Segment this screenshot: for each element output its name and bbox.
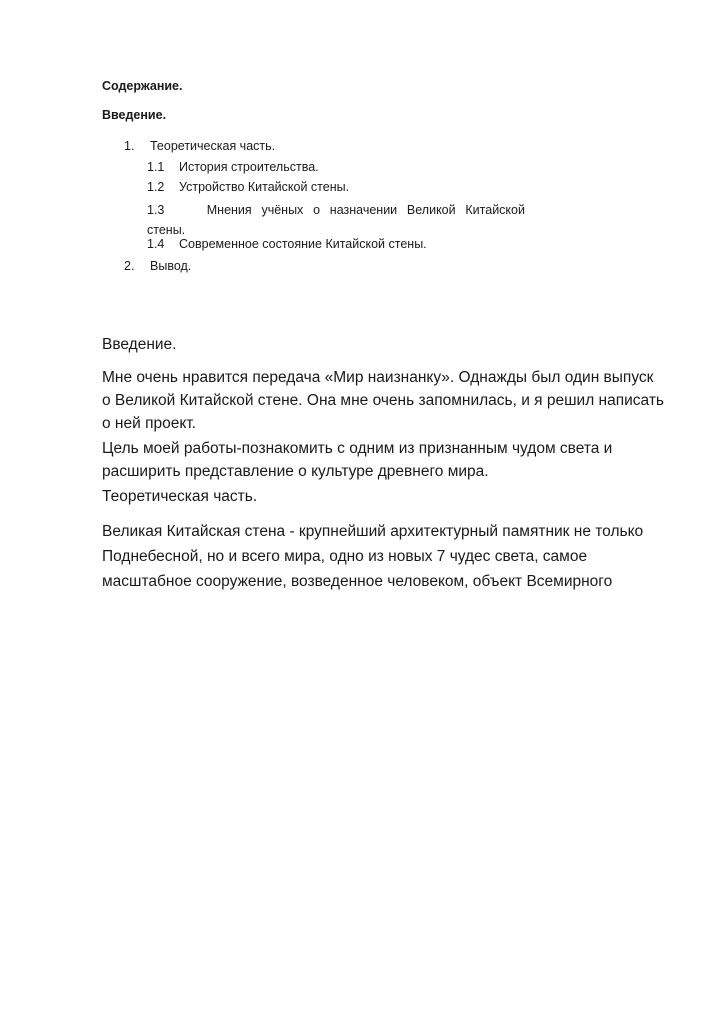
section-heading-theory: Теоретическая часть.: [102, 488, 258, 505]
toc-item: [124, 139, 275, 153]
paragraph-line: Мне очень нравится передача «Мир наизнанку». Однажды был один выпуск: [102, 369, 654, 386]
toc-subitem: [147, 200, 525, 240]
toc-subitem-word: о: [313, 203, 321, 217]
paragraph-line: Цель моей работы-познакомить с одним из признанным чудом света и: [102, 440, 613, 457]
paragraph-line: о Великой Китайской стене. Она мне очень запомнилась, и я решил написать: [102, 392, 664, 409]
toc-item: [124, 259, 191, 273]
toc-subitem-word: Китайской: [465, 203, 525, 217]
toc-subitem-label: История строительства.: [179, 160, 319, 174]
toc-subitem-label: Устройство Китайской стены.: [179, 180, 350, 194]
toc-subitem-word: учёных: [261, 203, 304, 217]
toc-subitem-word: назначении: [329, 203, 398, 217]
toc-subitem-number: 1.2: [147, 180, 165, 194]
toc-subitem-justified-line: [147, 200, 525, 220]
toc-subitem: [147, 180, 349, 194]
toc-title: Содержание.: [102, 79, 183, 93]
toc-item-label: Вывод.: [150, 259, 192, 273]
paragraph-line: о ней проект.: [102, 415, 196, 432]
paragraph-line: Поднебесной, но и всего мира, одно из новых 7 чудес света, самое: [102, 548, 588, 565]
toc-subitem: [147, 160, 319, 174]
toc-item-number: 1.: [124, 139, 135, 153]
toc-subitem-word: Мнения: [206, 203, 252, 217]
paragraph: [102, 437, 612, 483]
toc-subitem-continuation: стены.: [147, 223, 186, 237]
toc-intro-entry: Введение.: [102, 108, 167, 122]
toc-item-number: 2.: [124, 259, 135, 273]
toc-subitem-word: Великой: [406, 203, 456, 217]
paragraph: [102, 519, 643, 594]
toc-subitem: [147, 237, 427, 251]
paragraph-line: масштабное сооружение, возведенное человеком, объект Всемирного: [102, 573, 613, 590]
paragraph: [102, 366, 664, 435]
toc-subitem-number: 1.1: [147, 160, 165, 174]
toc-subitem-number: 1.3: [147, 203, 165, 217]
paragraph-line: расширить представление о культуре древнего мира.: [102, 463, 489, 480]
toc-subitem-number: 1.4: [147, 237, 165, 251]
paragraph-line: Великая Китайская стена - крупнейший архитектурный памятник не только: [102, 523, 644, 540]
toc-item-label: Теоретическая часть.: [150, 139, 276, 153]
section-heading-intro: Введение.: [102, 336, 177, 353]
toc-subitem-label: Современное состояние Китайской стены.: [179, 237, 427, 251]
